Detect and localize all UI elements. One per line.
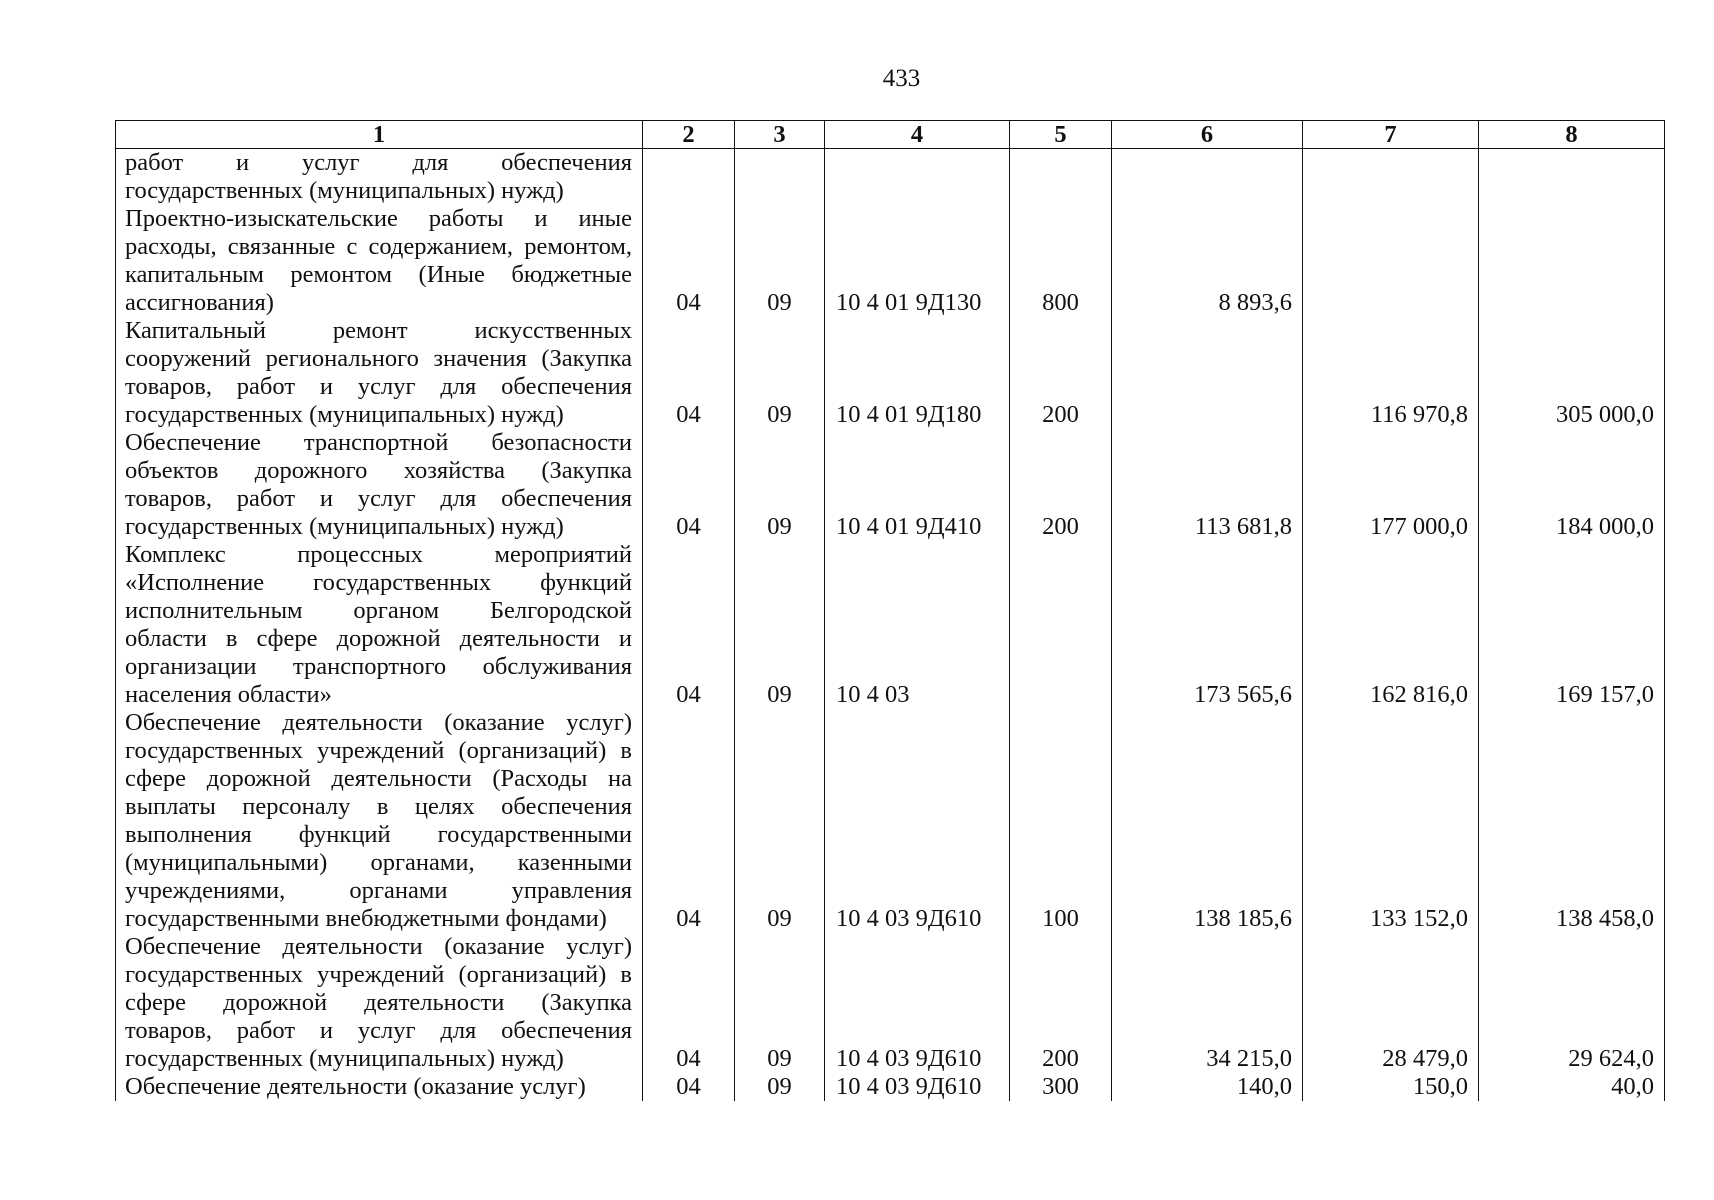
subsection-code-cell: 09 [735,429,825,541]
section-code-cell: 04 [643,709,735,933]
expense-name-line: Проектно-изыскательские работы и иные [125,205,632,232]
amount-col-7-cell: 133 152,0 [1303,709,1479,933]
expense-name-line: Обеспечение деятельности (оказание услуг) [125,1073,586,1100]
amount-col-6-cell: 8 893,6 [1112,205,1303,317]
amount-col-7-cell: 177 000,0 [1303,429,1479,541]
amount-col-7-cell: 116 970,8 [1303,317,1479,429]
expense-name-line: капитальным ремонтом (Иные бюджетные [125,261,632,288]
amount-col-7-cell [1303,149,1479,206]
target-article-cell: 10 4 03 9Д610 [825,933,1010,1073]
expense-name-line: сфере дорожной деятельности (Расходы на [125,765,632,792]
table-row [116,541,1665,709]
expense-type-cell [1010,149,1112,206]
expense-name-line: выплаты персоналу в целях обеспечения [125,793,632,820]
amount-col-8-cell: 169 157,0 [1479,541,1665,709]
expense-name-line: области в сфере дорожной деятельности и [125,625,632,652]
budget-table [115,120,1665,1101]
section-code-cell: 04 [643,429,735,541]
expense-name-line: (муниципальными) органами, казенными [125,849,632,876]
target-article-cell: 10 4 01 9Д410 [825,429,1010,541]
target-article-cell [825,149,1010,206]
expense-name-cell [116,933,643,1073]
expense-name-line: населения области» [125,681,332,708]
expense-name-line: Капитальный ремонт искусственных [125,317,632,344]
table-row [116,933,1665,1073]
amount-col-6-cell: 113 681,8 [1112,429,1303,541]
amount-col-8-cell: 138 458,0 [1479,709,1665,933]
column-header-3: 3 [735,121,825,149]
subsection-code-cell: 09 [735,933,825,1073]
expense-name-line: Обеспечение деятельности (оказание услуг) [125,709,632,736]
amount-col-8-cell: 305 000,0 [1479,317,1665,429]
subsection-code-cell: 09 [735,205,825,317]
expense-name-line: выполнения функций государственными [125,821,632,848]
expense-name-line: государственных (муниципальных) нужд) [125,513,564,540]
amount-col-6-cell: 34 215,0 [1112,933,1303,1073]
expense-name-line: государственных учреждений (организаций) в [125,961,632,988]
target-article-cell: 10 4 01 9Д180 [825,317,1010,429]
expense-name-line: учреждениями, органами управления [125,877,632,904]
amount-col-8-cell: 29 624,0 [1479,933,1665,1073]
expense-type-cell: 300 [1010,1073,1112,1101]
page-number: 433 [882,65,921,92]
amount-col-7-cell [1303,205,1479,317]
expense-name-line: государственных (муниципальных) нужд) [125,177,564,204]
expense-type-cell [1010,541,1112,709]
expense-type-cell: 200 [1010,933,1112,1073]
subsection-code-cell: 09 [735,709,825,933]
expense-name-line: работ и услуг для обеспечения [125,149,632,176]
section-code-cell: 04 [643,317,735,429]
expense-name-cell [116,429,643,541]
section-code-cell: 04 [643,1073,735,1101]
table-row [116,149,1665,206]
expense-type-cell: 200 [1010,317,1112,429]
expense-name-line: государственных (муниципальных) нужд) [125,1045,564,1072]
expense-name-cell [116,1073,643,1101]
amount-col-7-cell: 28 479,0 [1303,933,1479,1073]
expense-name-cell [116,541,643,709]
column-header-6: 6 [1112,121,1303,149]
amount-col-8-cell [1479,205,1665,317]
expense-name-line: расходы, связанные с содержанием, ремонтом, [125,233,632,260]
table-row [116,317,1665,429]
column-header-8: 8 [1479,121,1665,149]
section-code-cell [643,149,735,206]
subsection-code-cell: 09 [735,317,825,429]
expense-name-line: товаров, работ и услуг для обеспечения [125,373,632,400]
amount-col-6-cell [1112,317,1303,429]
column-header-2: 2 [643,121,735,149]
expense-name-line: исполнительным органом Белгородской [125,597,632,624]
target-article-cell: 10 4 03 [825,541,1010,709]
amount-col-8-cell: 184 000,0 [1479,429,1665,541]
table-row [116,1073,1665,1101]
expense-type-cell: 100 [1010,709,1112,933]
expense-name-line: товаров, работ и услуг для обеспечения [125,485,632,512]
column-header-7: 7 [1303,121,1479,149]
expense-type-cell: 800 [1010,205,1112,317]
amount-col-6-cell [1112,149,1303,206]
target-article-cell: 10 4 01 9Д130 [825,205,1010,317]
column-header-1: 1 [116,121,643,149]
table-body [116,149,1665,1102]
expense-name-line: сфере дорожной деятельности (Закупка [125,989,632,1016]
expense-name-line: государственных (муниципальных) нужд) [125,401,564,428]
amount-col-7-cell: 162 816,0 [1303,541,1479,709]
amount-col-8-cell: 40,0 [1479,1073,1665,1101]
section-code-cell: 04 [643,933,735,1073]
expense-name-line: товаров, работ и услуг для обеспечения [125,1017,632,1044]
expense-name-line: сооружений регионального значения (Закупка [125,345,632,372]
subsection-code-cell: 09 [735,541,825,709]
expense-name-cell [116,317,643,429]
expense-name-line: организации транспортного обслуживания [125,653,632,680]
expense-name-line: государственными внебюджетными фондами) [125,905,607,932]
amount-col-8-cell [1479,149,1665,206]
column-header-4: 4 [825,121,1010,149]
section-code-cell: 04 [643,541,735,709]
amount-col-6-cell: 173 565,6 [1112,541,1303,709]
amount-col-6-cell: 140,0 [1112,1073,1303,1101]
column-header-5: 5 [1010,121,1112,149]
table-row [116,709,1665,933]
expense-name-line: «Исполнение государственных функций [125,569,632,596]
expense-name-line: объектов дорожного хозяйства (Закупка [125,457,632,484]
subsection-code-cell [735,149,825,206]
expense-name-line: Обеспечение деятельности (оказание услуг) [125,933,632,960]
table-row [116,205,1665,317]
expense-name-cell [116,709,643,933]
target-article-cell: 10 4 03 9Д610 [825,1073,1010,1101]
expense-name-cell [116,205,643,317]
expense-name-line: Обеспечение транспортной безопасности [125,429,632,456]
section-code-cell: 04 [643,205,735,317]
expense-type-cell: 200 [1010,429,1112,541]
table-row [116,429,1665,541]
subsection-code-cell: 09 [735,1073,825,1101]
amount-col-7-cell: 150,0 [1303,1073,1479,1101]
header-row [116,121,1665,149]
target-article-cell: 10 4 03 9Д610 [825,709,1010,933]
expense-name-line: государственных учреждений (организаций) в [125,737,632,764]
amount-col-6-cell: 138 185,6 [1112,709,1303,933]
expense-name-cell [116,149,643,206]
expense-name-line: ассигнования) [125,289,274,316]
expense-name-line: Комплекс процессных мероприятий [125,541,632,568]
